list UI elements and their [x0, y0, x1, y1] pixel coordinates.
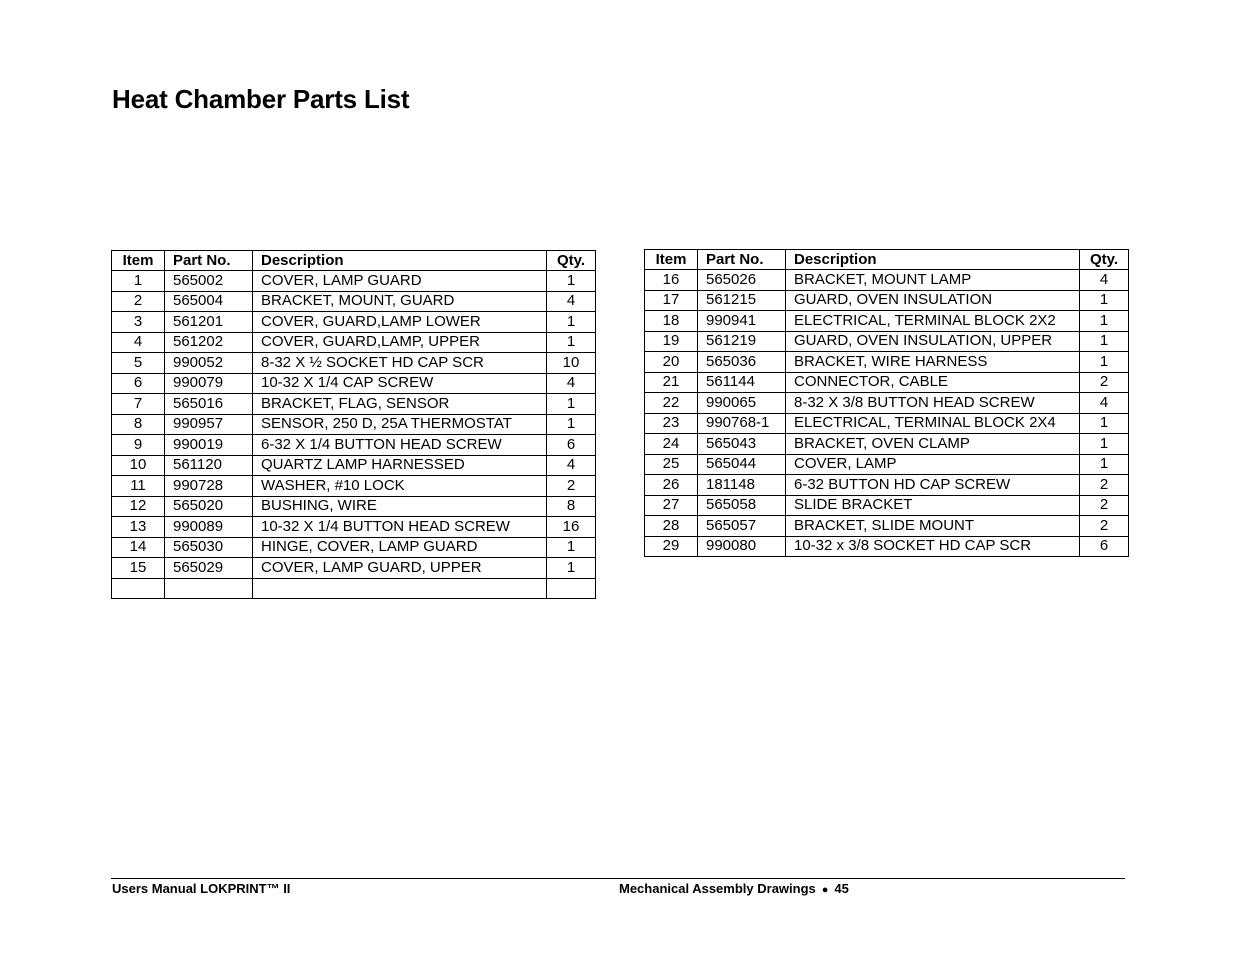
table-row [112, 394, 596, 415]
cell-qty: 1 [1080, 352, 1129, 373]
table-row [645, 270, 1129, 291]
cell-item: 15 [112, 558, 165, 579]
table-row [112, 332, 596, 353]
table-row [645, 413, 1129, 434]
cell-qty: 8 [547, 496, 596, 517]
cell-part-no: 561219 [698, 331, 786, 352]
page-title: Heat Chamber Parts List [112, 84, 410, 114]
cell-item: 10 [112, 455, 165, 476]
table-row [112, 312, 596, 333]
cell-qty: 16 [547, 517, 596, 538]
footer-section [619, 881, 849, 896]
cell-qty: 1 [547, 394, 596, 415]
cell-description: 6-32 BUTTON HD CAP SCREW [786, 475, 1080, 496]
cell-description: BRACKET, OVEN CLAMP [786, 434, 1080, 455]
table-row [645, 372, 1129, 393]
cell-item: 12 [112, 496, 165, 517]
cell-part-no: 565020 [165, 496, 253, 517]
cell-qty: 1 [1080, 454, 1129, 475]
cell-part-no [165, 578, 253, 599]
cell-part-no: 561202 [165, 332, 253, 353]
cell-qty: 1 [547, 558, 596, 579]
cell-part-no: 565043 [698, 434, 786, 455]
cell-item: 5 [112, 353, 165, 374]
cell-description: BRACKET, SLIDE MOUNT [786, 516, 1080, 537]
table-row [112, 291, 596, 312]
cell-item: 22 [645, 393, 698, 414]
cell-qty: 1 [1080, 290, 1129, 311]
column-header-item: Item [112, 251, 165, 271]
cell-description: GUARD, OVEN INSULATION, UPPER [786, 331, 1080, 352]
table-row [112, 373, 596, 394]
cell-description [253, 578, 547, 599]
cell-qty: 1 [1080, 311, 1129, 332]
cell-part-no: 565002 [165, 271, 253, 292]
cell-part-no: 990089 [165, 517, 253, 538]
cell-qty: 4 [1080, 393, 1129, 414]
cell-description: 6-32 X 1/4 BUTTON HEAD SCREW [253, 435, 547, 456]
cell-qty: 2 [1080, 495, 1129, 516]
column-header-part-no: Part No. [698, 250, 786, 270]
cell-part-no: 990957 [165, 414, 253, 435]
cell-item: 8 [112, 414, 165, 435]
cell-part-no: 561215 [698, 290, 786, 311]
column-header-item: Item [645, 250, 698, 270]
footer-divider [111, 878, 1125, 879]
cell-item [112, 578, 165, 599]
cell-part-no: 181148 [698, 475, 786, 496]
cell-qty: 4 [547, 373, 596, 394]
cell-qty: 4 [547, 291, 596, 312]
cell-description: BRACKET, FLAG, SENSOR [253, 394, 547, 415]
cell-description: BRACKET, MOUNT, GUARD [253, 291, 547, 312]
cell-part-no: 565030 [165, 537, 253, 558]
table-row [645, 516, 1129, 537]
parts-table-right-body [645, 270, 1129, 557]
cell-item: 1 [112, 271, 165, 292]
column-header-description: Description [786, 250, 1080, 270]
cell-part-no: 990019 [165, 435, 253, 456]
cell-part-no: 565057 [698, 516, 786, 537]
table-row [112, 537, 596, 558]
cell-item: 11 [112, 476, 165, 497]
table-row [645, 454, 1129, 475]
cell-qty: 1 [547, 312, 596, 333]
cell-description: BRACKET, WIRE HARNESS [786, 352, 1080, 373]
cell-description: QUARTZ LAMP HARNESSED [253, 455, 547, 476]
cell-qty: 6 [1080, 536, 1129, 557]
cell-qty: 1 [1080, 434, 1129, 455]
cell-part-no: 565004 [165, 291, 253, 312]
cell-description: GUARD, OVEN INSULATION [786, 290, 1080, 311]
footer-manual-title: Users Manual LOKPRINT™ II [112, 881, 291, 896]
cell-qty: 2 [1080, 516, 1129, 537]
cell-qty: 1 [1080, 413, 1129, 434]
cell-part-no: 990052 [165, 353, 253, 374]
cell-item: 16 [645, 270, 698, 291]
cell-item: 24 [645, 434, 698, 455]
cell-part-no: 565058 [698, 495, 786, 516]
cell-description: COVER, GUARD,LAMP LOWER [253, 312, 547, 333]
cell-qty: 6 [547, 435, 596, 456]
cell-description: BUSHING, WIRE [253, 496, 547, 517]
footer-section-name: Mechanical Assembly Drawings [619, 881, 816, 896]
cell-item: 26 [645, 475, 698, 496]
table-row [112, 435, 596, 456]
column-header-qty: Qty. [547, 251, 596, 271]
cell-item: 17 [645, 290, 698, 311]
cell-qty: 2 [547, 476, 596, 497]
cell-qty: 1 [547, 332, 596, 353]
cell-item: 25 [645, 454, 698, 475]
cell-part-no: 990941 [698, 311, 786, 332]
table-row [112, 414, 596, 435]
cell-item: 6 [112, 373, 165, 394]
cell-description: COVER, LAMP [786, 454, 1080, 475]
cell-part-no: 561144 [698, 372, 786, 393]
cell-qty: 1 [547, 271, 596, 292]
table-row [112, 353, 596, 374]
cell-item: 19 [645, 331, 698, 352]
cell-item: 7 [112, 394, 165, 415]
cell-item: 13 [112, 517, 165, 538]
cell-qty: 1 [547, 537, 596, 558]
table-row [112, 476, 596, 497]
footer-page-number: 45 [834, 881, 849, 896]
cell-description: 10-32 X 1/4 CAP SCREW [253, 373, 547, 394]
cell-part-no: 561201 [165, 312, 253, 333]
cell-part-no: 990080 [698, 536, 786, 557]
cell-qty: 4 [547, 455, 596, 476]
cell-item: 27 [645, 495, 698, 516]
cell-description: ELECTRICAL, TERMINAL BLOCK 2X2 [786, 311, 1080, 332]
cell-description: COVER, GUARD,LAMP, UPPER [253, 332, 547, 353]
cell-description: 10-32 X 1/4 BUTTON HEAD SCREW [253, 517, 547, 538]
cell-description: WASHER, #10 LOCK [253, 476, 547, 497]
table-row [645, 434, 1129, 455]
table-row [645, 311, 1129, 332]
cell-description: ELECTRICAL, TERMINAL BLOCK 2X4 [786, 413, 1080, 434]
table-row [645, 536, 1129, 557]
cell-item: 9 [112, 435, 165, 456]
cell-description: COVER, LAMP GUARD, UPPER [253, 558, 547, 579]
column-header-part-no: Part No. [165, 251, 253, 271]
cell-item: 20 [645, 352, 698, 373]
table-header-row [112, 251, 596, 271]
cell-part-no: 990768-1 [698, 413, 786, 434]
footer-bullet: ● [821, 884, 829, 896]
cell-description: 10-32 x 3/8 SOCKET HD CAP SCR [786, 536, 1080, 557]
table-row [112, 578, 596, 599]
table-row [112, 558, 596, 579]
cell-item: 2 [112, 291, 165, 312]
column-header-description: Description [253, 251, 547, 271]
table-row [645, 331, 1129, 352]
cell-qty [547, 578, 596, 599]
cell-qty: 10 [547, 353, 596, 374]
cell-description: SLIDE BRACKET [786, 495, 1080, 516]
table-row [645, 495, 1129, 516]
cell-item: 28 [645, 516, 698, 537]
table-row [645, 393, 1129, 414]
cell-description: SENSOR, 250 D, 25A THERMOSTAT [253, 414, 547, 435]
cell-item: 29 [645, 536, 698, 557]
cell-description: BRACKET, MOUNT LAMP [786, 270, 1080, 291]
cell-item: 18 [645, 311, 698, 332]
cell-part-no: 565026 [698, 270, 786, 291]
cell-item: 23 [645, 413, 698, 434]
cell-description: 8-32 X 3/8 BUTTON HEAD SCREW [786, 393, 1080, 414]
cell-part-no: 990065 [698, 393, 786, 414]
cell-description: HINGE, COVER, LAMP GUARD [253, 537, 547, 558]
cell-qty: 1 [1080, 331, 1129, 352]
parts-table-left-body [112, 271, 596, 599]
table-row [112, 271, 596, 292]
cell-description: COVER, LAMP GUARD [253, 271, 547, 292]
parts-table-right [644, 249, 1129, 557]
cell-part-no: 565016 [165, 394, 253, 415]
cell-part-no: 565036 [698, 352, 786, 373]
table-row [112, 496, 596, 517]
table-row [645, 352, 1129, 373]
table-row [112, 517, 596, 538]
cell-qty: 1 [547, 414, 596, 435]
cell-part-no: 565029 [165, 558, 253, 579]
cell-description: 8-32 X ½ SOCKET HD CAP SCR [253, 353, 547, 374]
cell-item: 21 [645, 372, 698, 393]
cell-qty: 4 [1080, 270, 1129, 291]
cell-part-no: 561120 [165, 455, 253, 476]
cell-part-no: 990079 [165, 373, 253, 394]
cell-part-no: 990728 [165, 476, 253, 497]
table-row [645, 475, 1129, 496]
column-header-qty: Qty. [1080, 250, 1129, 270]
table-header-row [645, 250, 1129, 270]
parts-table-left [111, 250, 596, 599]
cell-qty: 2 [1080, 475, 1129, 496]
cell-part-no: 565044 [698, 454, 786, 475]
cell-qty: 2 [1080, 372, 1129, 393]
table-row [112, 455, 596, 476]
cell-item: 4 [112, 332, 165, 353]
cell-description: CONNECTOR, CABLE [786, 372, 1080, 393]
cell-item: 3 [112, 312, 165, 333]
cell-item: 14 [112, 537, 165, 558]
table-row [645, 290, 1129, 311]
